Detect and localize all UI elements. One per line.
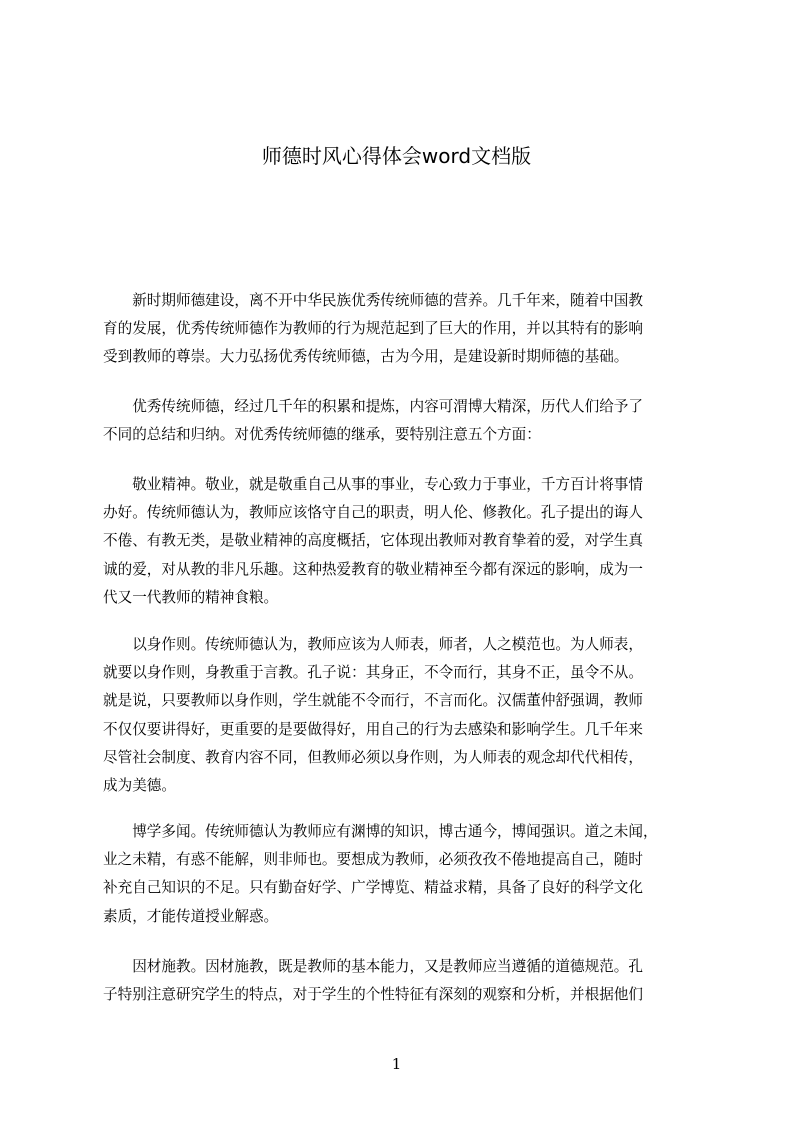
text-line: 博学多闻。传统师德认为教师应有渊博的知识，博古通今，博闻强识。道之未闻， [103, 823, 658, 840]
text-line: 尽管社会制度、教育内容不同，但教师必须以身作则，为人师表的观念却代代相传， [103, 748, 643, 766]
text-line: 补充自己知识的不足。只有勤奋好学、广学博览、精益求精，具备了良好的科学文化 [103, 879, 643, 897]
paragraph-aptitude [103, 953, 700, 1009]
text-line: 以身作则。传统师德认为，教师应该为人师表，师者，人之模范也。为人师表， [103, 636, 643, 653]
text-line: 不仅仅要讲得好，更重要的是要做得好，用自己的行为去感染和影响学生。几千年来 [103, 720, 643, 738]
paragraph-dedication [103, 471, 700, 612]
text-line: 代又一代教师的精神食粮。 [103, 588, 279, 606]
text-line: 不同的总结和归纳。对优秀传统师德的继承，要特别注意五个方面： [103, 426, 541, 444]
text-line: 业之未精，有惑不能解，则非师也。要想成为教师，必须孜孜不倦地提高自己，随时 [103, 851, 643, 869]
text-line: 因材施教。因材施教，既是教师的基本能力，又是教师应当遵循的道德规范。孔 [103, 958, 643, 975]
document-title: 师德时风心得体会word文档版 [261, 144, 532, 168]
text-line: 受到教师的尊崇。大力弘扬优秀传统师德，古为今用，是建设新时期师德的基础。 [103, 348, 629, 366]
text-line: 不倦、有教无类，是敬业精神的高度概括，它体现出教师对教育挚着的爱，对学生真 [103, 532, 643, 550]
text-line: 办好。传统师德认为，教师应该恪守自己的职责，明人伦、修教化。孔子提出的诲人 [103, 504, 643, 522]
paragraph-overview [103, 393, 700, 449]
paragraph-example [103, 631, 700, 800]
paragraph-learning [103, 818, 700, 931]
text-line: 诚的爱，对从教的非凡乐趣。这种热爱教育的敬业精神至今都有深远的影响，成为一 [103, 560, 643, 578]
text-line: 子特别注意研究学生的特点，对于学生的个性特征有深刻的观察和分析，并根据他们 [103, 986, 643, 1004]
text-line: 就是说，只要教师以身作则，学生就能不令而行，不言而化。汉儒董仲舒强调，教师 [103, 692, 643, 710]
text-line: 优秀传统师德，经过几千年的积累和提炼，内容可渭博大精深，历代人们给予了 [103, 398, 643, 415]
text-line: 素质，才能传道授业解惑。 [103, 907, 279, 925]
text-line: 敬业精神。敬业，就是敬重自己从事的事业，专心致力于事业，千方百计将事情 [103, 476, 643, 493]
text-line: 新时期师德建设，离不开中华民族优秀传统师德的营养。几千年来，随着中国教 [103, 292, 643, 309]
text-line: 成为美德。 [103, 776, 176, 794]
page-number: 1 [391, 1055, 402, 1073]
text-line: 就要以身作则，身教重于言教。孔子说：其身正，不令而行，其身不正，虽令不从。 [103, 664, 643, 682]
paragraph-intro [103, 287, 700, 372]
text-line: 育的发展，优秀传统师德作为教师的行为规范起到了巨大的作用，并以其特有的影响 [103, 320, 643, 338]
